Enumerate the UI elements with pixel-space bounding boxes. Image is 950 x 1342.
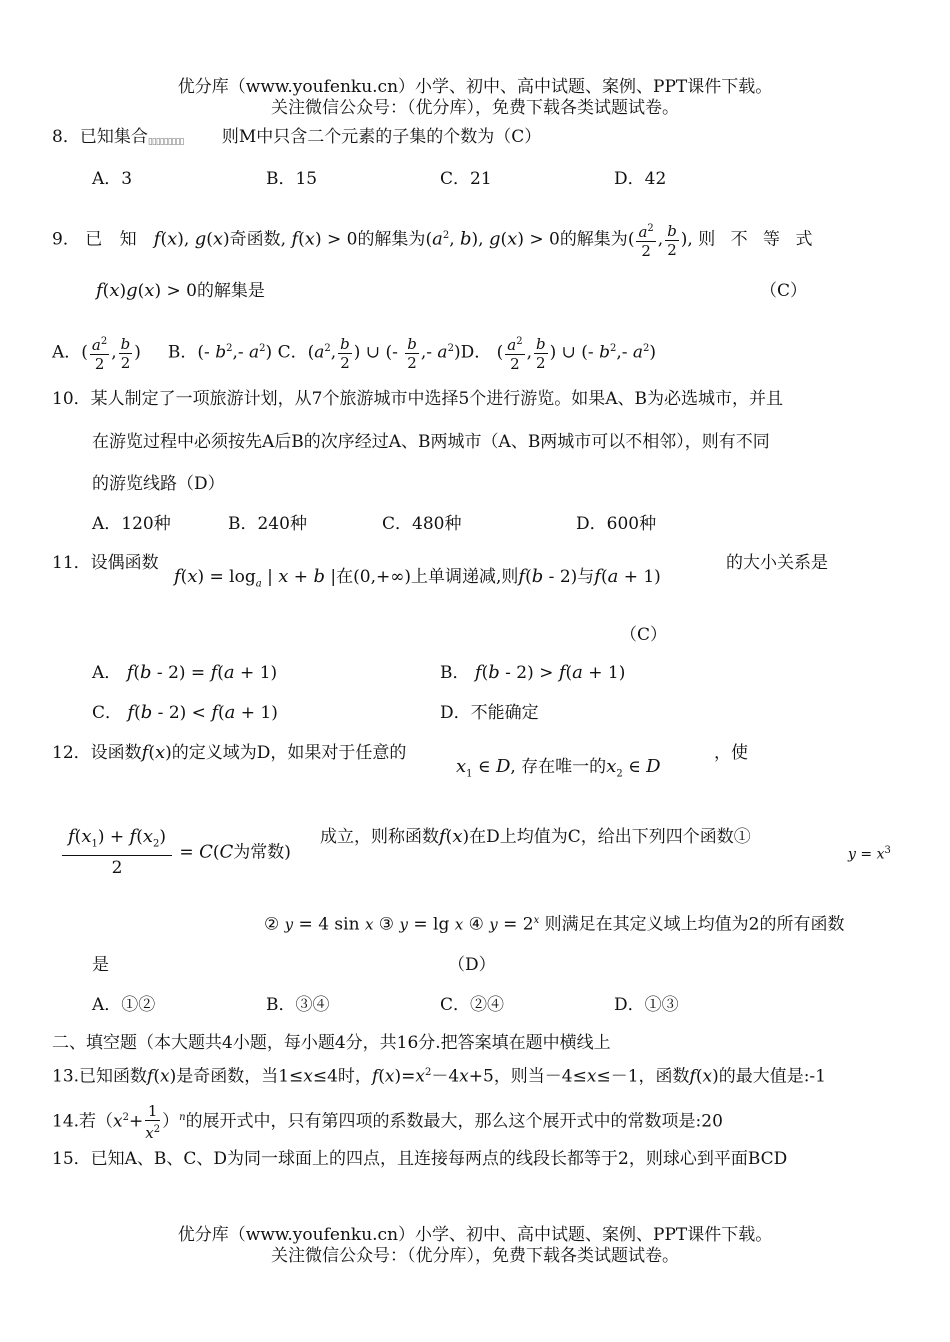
q10-option-b: B．240种 bbox=[228, 514, 307, 534]
q11-option-b-label: B． bbox=[440, 663, 470, 683]
q13-b: 是奇函数，当1≤ bbox=[176, 1066, 304, 1087]
q8-option-d: D．42 bbox=[614, 169, 667, 189]
q13-c: ≤4时， bbox=[312, 1066, 372, 1087]
q9-answer: （C） bbox=[760, 281, 808, 301]
question-14: 14.若（$x^2+$ $\frac{1}{x^2}$ ）$^n$的展开式中，只有第四项的系数最大，那么这个展开式中的常数项是:20 bbox=[52, 1102, 723, 1142]
q10-option-a: A．120种 bbox=[92, 514, 171, 534]
q9-text-1: 已 知 bbox=[85, 229, 143, 250]
q12-line-2-a: 成立，则称函数 bbox=[320, 827, 439, 847]
q8-stem-end: 则M中只含二个元素的子集的个数为（C） bbox=[221, 127, 542, 147]
q12-mean-formula: $\frac{f(x_1) + f(x_2)}{2}$ = C(C为常数) bbox=[60, 826, 291, 880]
q10-option-c: C．480种 bbox=[382, 514, 462, 534]
q8-stem: 8．已知集合 bbox=[52, 127, 148, 147]
q10-line-2: 在游览过程中必须按先A后B的次序经过A、B两城市（A、B两城市可以不相邻），则有不同 bbox=[92, 432, 770, 452]
q12-line-2-b: 在D上均值为C，给出下列四个函数① bbox=[469, 827, 751, 847]
q12-answer: （D） bbox=[448, 955, 496, 975]
q9-options: A．( $\frac{a^2}{2}$ , $\frac{b}{2}$ ) B．(- $b^2,-$ $a^2$) C．($a^2$, $\frac{b}{2}$ ) ∪ (- $\frac{b}{2}$ ,- $a^2)D$． ( $\frac{a^2}{2}$ , $\frac{b}{2}$ ) ∪ (- $b^2,-$ $a^2$) bbox=[52, 334, 657, 373]
q11-answer: （C） bbox=[620, 625, 668, 645]
q12-line-3: ② y = 4 sin x ③ y = lg x ④ $y = 2^x$ 则满足在其定义域上均值为2的所有函数 bbox=[264, 914, 845, 935]
q12-option-b: B．③④ bbox=[266, 995, 330, 1015]
set-formula-image: ▯▯▯▯▯▯▯▯▯ bbox=[147, 136, 184, 147]
q13-f: 的最大值是:-1 bbox=[718, 1066, 826, 1087]
q12-line-4: 是 bbox=[92, 955, 109, 975]
question-9-line-2: f(x)g(x) > 0的解集是 bbox=[96, 280, 265, 301]
q8-option-c: C．21 bbox=[440, 169, 492, 189]
question-9-line-1: 9． 已 知 f(x), g(x)奇函数, f(x) > 0的解集为($a^2$, b), g(x) > 0的解集为( $\frac{a^2}{2}$ , $\frac{b}{2}$ ), 则 不 等 式 bbox=[52, 221, 818, 260]
q12-const-text: 为常数 bbox=[233, 842, 285, 863]
q12-option-a: A．①② bbox=[92, 995, 156, 1015]
q13-e: ≤－1，函数 bbox=[596, 1066, 690, 1087]
q11-formula: $f(x) = \log_a$ | x + b |在(0,+∞)上单调递减,则f(b - 2)与f(a + 1) bbox=[174, 566, 661, 590]
q9-text-4: 的解集为 bbox=[559, 229, 628, 250]
q8-option-b: B．15 bbox=[266, 169, 318, 189]
q9-text-5: 则 不 等 式 bbox=[698, 229, 818, 250]
q12-line-1: 12．设函数f(x)的定义域为D，如果对于任意的 bbox=[52, 742, 407, 763]
q8-option-a: A．3 bbox=[92, 169, 133, 189]
q12-func-1: $y = x^3$ bbox=[848, 845, 891, 863]
q11-option-a: A． f(b - 2) = f(a + 1) bbox=[92, 662, 278, 683]
question-13: 13.已知函数f(x)是奇函数，当1≤x≤4时，$f(x)=x^2-4x+5$，则当－4≤x≤－1，函数f(x)的最大值是:-1 bbox=[52, 1066, 826, 1087]
q11-stem: 11．设偶函数 bbox=[52, 553, 159, 573]
q12-line-2: 成立，则称函数f(x)在D上均值为C，给出下列四个函数① bbox=[320, 826, 751, 847]
q10-line-3: 的游览线路（D） bbox=[92, 474, 225, 494]
q9-option-b-label: B． bbox=[167, 342, 198, 363]
footer-line-2: 关注微信公众号：（优分库），免费下载各类试题试卷。 bbox=[271, 1246, 679, 1266]
q13-a: 13.已知函数 bbox=[52, 1066, 148, 1087]
q12-stem: 12．设函数 bbox=[52, 743, 142, 763]
q11-option-c: C． f(b - 2) < f(a + 1) bbox=[92, 702, 278, 723]
q12-condition: $x_1$ ∈ D, 存在唯一的$x_2$ ∈ D bbox=[456, 756, 661, 780]
header-line-1: 优分库（www.youfenku.cn）小学、初中、高中试题、案例、PPT课件下载。 bbox=[177, 77, 773, 97]
q11-mid-3: 与 bbox=[577, 567, 595, 587]
q9-text-3: 的解集为 bbox=[357, 229, 426, 250]
q10-line-1: 10．某人制定了一项旅游计划，从7个旅游城市中选择5个进行游览。如果A、B为必选城市，并且 bbox=[52, 389, 784, 409]
q12-stem-2: 的定义域为D，如果对于任意的 bbox=[171, 743, 407, 763]
q13-d: ，则当－4≤ bbox=[493, 1066, 587, 1087]
question-15: 15．已知A、B、C、D为同一球面上的四点，且连接每两点的线段长都等于2，则球心到平面BCD bbox=[52, 1149, 788, 1169]
q11-mid-2: 上单调递减,则 bbox=[411, 567, 519, 587]
q9-option-a-label: A． bbox=[52, 342, 82, 363]
q12-stem-3: ，使 bbox=[714, 743, 748, 763]
q12-line-3-end: 则满足在其定义域上均值为2的所有函数 bbox=[544, 914, 845, 935]
q12-mid-text: , 存在唯一的 bbox=[510, 757, 607, 777]
q11-option-c-label: C． bbox=[92, 703, 123, 723]
q10-option-d: D．600种 bbox=[576, 514, 657, 534]
q9-text-6: 的解集是 bbox=[196, 281, 265, 301]
q9-text-2: 奇函数, bbox=[229, 229, 287, 250]
section-2-heading: 二、填空题（本大题共4小题，每小题4分，共16分.把答案填在题中横线上 bbox=[52, 1033, 611, 1053]
q11-mid-1: 在 bbox=[336, 567, 354, 587]
q9-number: 9． bbox=[52, 229, 80, 250]
q11-option-d: D．不能确定 bbox=[440, 703, 539, 723]
q9-option-c-label: C． bbox=[277, 342, 308, 363]
q14-a: 14.若（ bbox=[52, 1111, 114, 1132]
footer-line-1: 优分库（www.youfenku.cn）小学、初中、高中试题、案例、PPT课件下载。 bbox=[177, 1225, 773, 1245]
q14-c: 的展开式中，只有第四项的系数最大，那么这个展开式中的常数项是:20 bbox=[185, 1111, 723, 1132]
header-line-2: 关注微信公众号：（优分库），免费下载各类试题试卷。 bbox=[271, 98, 679, 118]
q9-option-d-label: D． bbox=[460, 342, 492, 363]
question-8 bbox=[52, 126, 541, 148]
q14-b: ） bbox=[162, 1111, 180, 1132]
q11-end: 的大小关系是 bbox=[726, 553, 828, 573]
q12-option-d: D．①③ bbox=[614, 995, 679, 1015]
q11-option-b: B． f(b - 2) > f(a + 1) bbox=[440, 662, 626, 683]
q12-option-c: C．②④ bbox=[440, 995, 505, 1015]
q11-option-a-label: A． bbox=[92, 663, 122, 683]
